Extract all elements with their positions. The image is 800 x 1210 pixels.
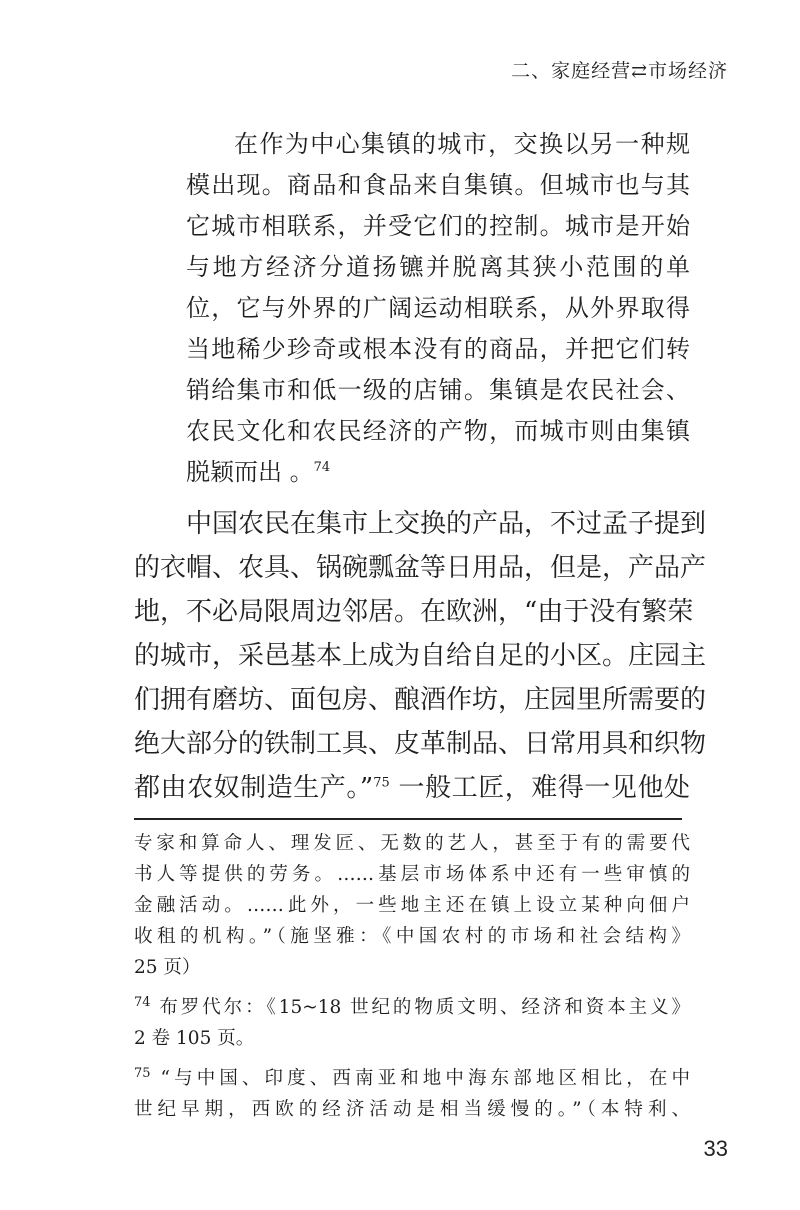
quote-line-text: 脱颖而出 。	[186, 458, 314, 486]
footnote-line: 收租的机构。”（施坚雅：《中国农村的市场和社会结构》	[134, 926, 690, 947]
quote-line: 在作为中心集镇的城市，交换以另一种规	[234, 130, 690, 158]
body-line-text: 一般工匠，难得一见他处	[389, 773, 691, 803]
quote-line: 当地稀少珍奇或根本没有的商品，并把它们转	[186, 335, 690, 363]
running-header: 二、家庭经营⇄市场经济	[511, 60, 728, 82]
body-line: 绝大部分的铁制工具、皮革制品、日常用具和织物	[134, 729, 707, 759]
quote-line	[186, 452, 690, 493]
footnote-line: 世纪早期，西欧的经济活动是相当缓慢的。”（本特利、	[134, 1099, 690, 1120]
footnote-ref-74[interactable]: 74	[313, 460, 331, 475]
footnote-line: 专家和算命人、理发匠、无数的艺人，甚至于有的需要代	[134, 833, 690, 854]
footnote-ref-75[interactable]: 75	[373, 775, 390, 791]
page-number: 33	[703, 1136, 728, 1161]
body-line: 的城市，采邑基本上成为自给自足的小区。庄园主	[134, 641, 707, 671]
quote-line: 它城市相联系，并受它们的控制。城市是开始	[186, 212, 690, 240]
footnote-75	[134, 1063, 690, 1094]
body-line: 的衣帽、农具、锅碗瓢盆等日用品，但是，产品产	[134, 553, 707, 583]
footnote-74	[134, 992, 690, 1023]
footnote-line: 金融活动。……此外，一些地主还在镇上设立某种向佃户	[134, 895, 690, 916]
body-line: 地，不必局限周边邻居。在欧洲，“由于没有繁荣	[134, 597, 694, 627]
body-line	[134, 766, 690, 810]
footnote-75-text: “与中国、印度、西南亚和地中海东部地区相比，在中	[150, 1068, 690, 1089]
footnote-number-74: 74	[134, 994, 151, 1010]
body-paragraph	[134, 502, 707, 810]
quote-line: 模出现。商品和食品来自集镇。但城市也与其	[186, 171, 690, 199]
footnote-divider	[134, 818, 682, 820]
footnote-74-text: 布罗代尔：《15~18 世纪的物质文明、经济和资本主义》	[150, 997, 690, 1018]
footnote-line: 书人等提供的劳务。……基层市场体系中还有一些审慎的	[134, 864, 690, 885]
quote-line: 销给集市和低一级的店铺。集镇是农民社会、	[186, 376, 690, 404]
quote-line: 农民文化和农民经济的产物，而城市则由集镇	[186, 417, 690, 445]
body-line-text: 都由农奴制造生产。”	[134, 773, 374, 803]
footnote-line: 25 页）	[134, 957, 201, 978]
block-quote	[186, 124, 690, 493]
footnote-line: 2 卷 105 页。	[134, 1028, 255, 1049]
body-line: 们拥有磨坊、面包房、酿酒作坊，庄园里所需要的	[134, 685, 707, 715]
quote-line: 位，它与外界的广阔运动相联系，从外界取得	[186, 294, 690, 322]
body-line: 中国农民在集市上交换的产品，不过孟子提到	[186, 509, 707, 539]
quote-line: 与地方经济分道扬镳并脱离其狭小范围的单	[186, 253, 690, 281]
footnotes	[134, 828, 690, 1125]
footnote-number-75: 75	[134, 1065, 151, 1081]
